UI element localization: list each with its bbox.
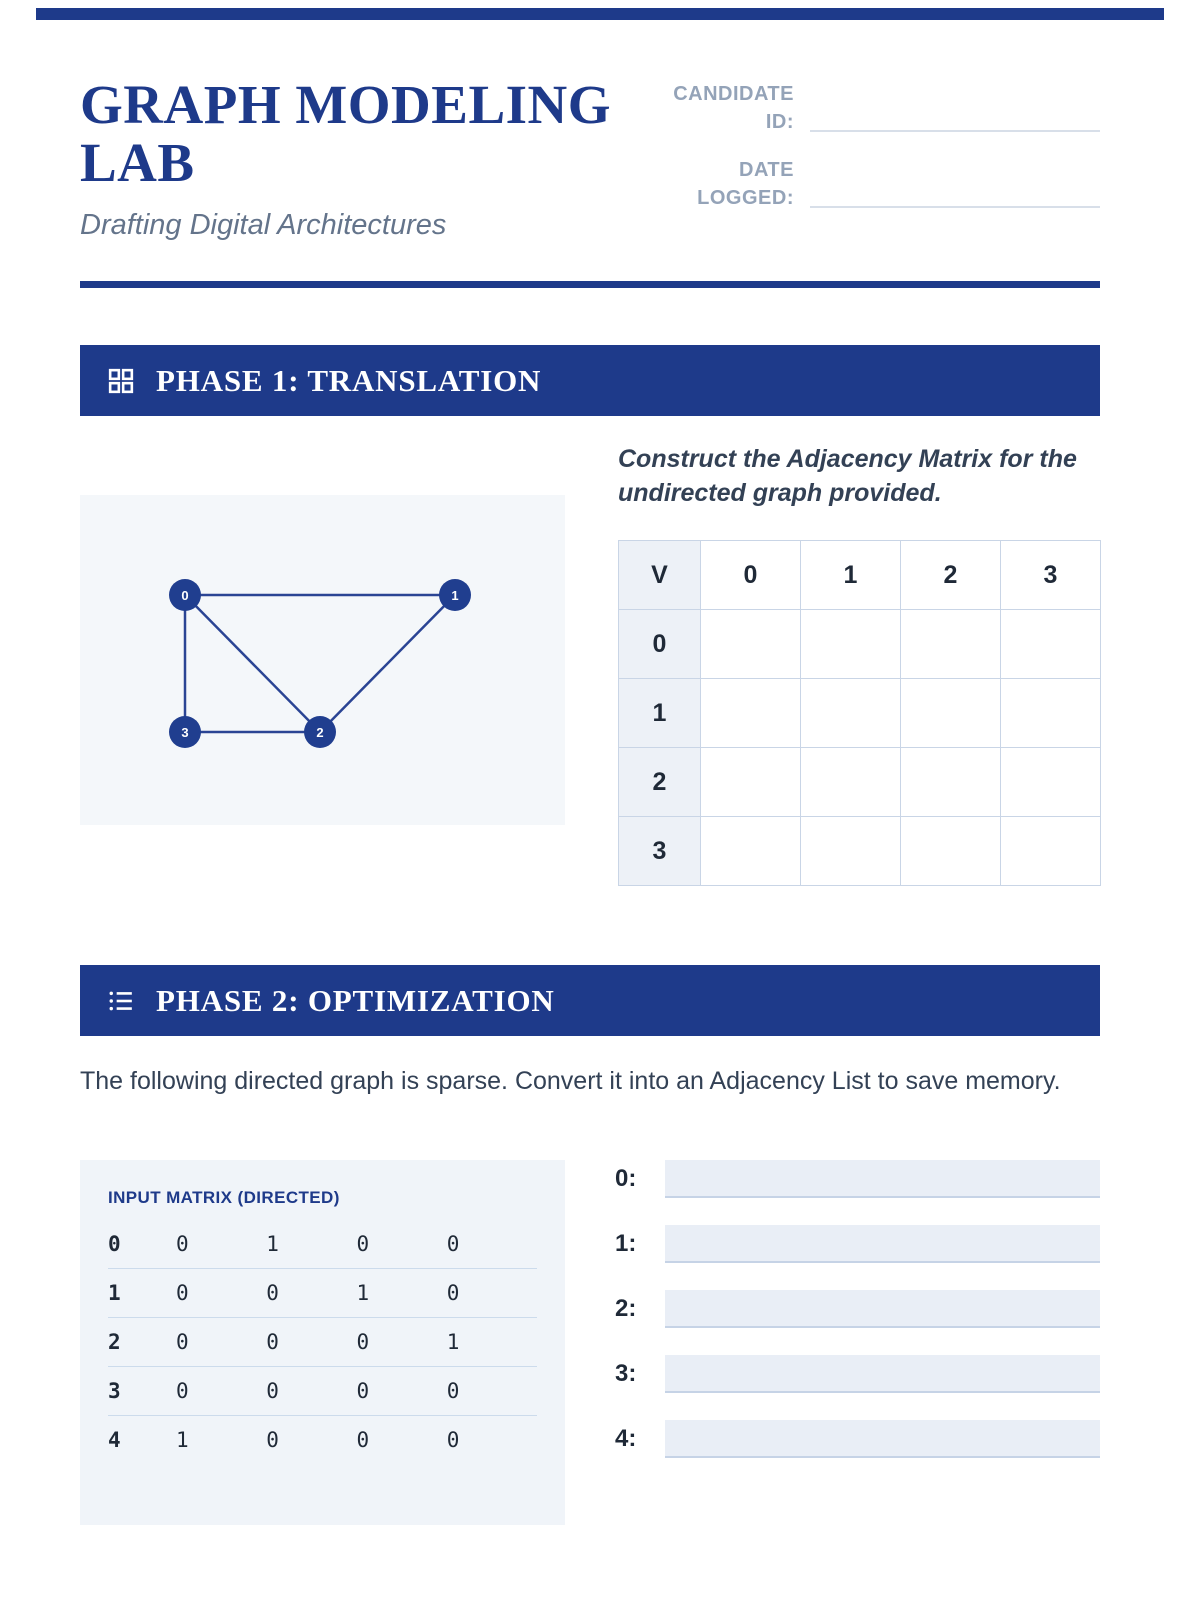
matrix-value: 0: [446, 1379, 460, 1403]
graph-panel: [80, 495, 565, 825]
phase2-instruction: The following directed graph is sparse. Convert it into an Adjacency List to save memory.: [80, 1067, 1061, 1095]
graph-node-3: [169, 716, 201, 748]
row-header: 0: [619, 610, 701, 679]
page-subtitle: Drafting Digital Architectures: [80, 208, 447, 241]
answer-field[interactable]: [665, 1160, 1100, 1198]
matrix-row: [108, 1367, 537, 1416]
node-label: 3: [181, 725, 189, 740]
matrix-value: 0: [356, 1232, 370, 1256]
matrix-cell[interactable]: [901, 817, 1001, 886]
table-row: [619, 748, 1101, 817]
answer-label: 2:: [615, 1295, 637, 1322]
matrix-row-label: 1: [108, 1281, 121, 1305]
node-label: 1: [451, 588, 459, 603]
col-header: 2: [901, 541, 1001, 610]
matrix-value: 1: [266, 1232, 279, 1256]
header-fields: [656, 80, 1100, 212]
matrix-value: 0: [176, 1330, 189, 1354]
candidate-id-field[interactable]: [810, 130, 1100, 132]
matrix-cell[interactable]: [701, 817, 801, 886]
matrix-cell[interactable]: [801, 610, 901, 679]
page-title: GRAPH MODELING LAB: [80, 74, 612, 194]
matrix-cell[interactable]: [901, 748, 1001, 817]
matrix-cell[interactable]: [801, 748, 901, 817]
graph-node-0: [169, 579, 201, 611]
answer-field[interactable]: [665, 1225, 1100, 1263]
matrix-row-label: 2: [108, 1330, 121, 1354]
row-header: 2: [619, 748, 701, 817]
graph-node-1: [439, 579, 471, 611]
answer-label: 1:: [615, 1230, 637, 1257]
matrix-row: [108, 1220, 537, 1269]
matrix-row: [108, 1416, 537, 1464]
node-label: 0: [181, 588, 189, 603]
matrix-value: 1: [446, 1330, 460, 1354]
matrix-row-label: 4: [108, 1428, 121, 1452]
top-accent-bar: [36, 8, 1164, 20]
undirected-graph: [80, 495, 565, 825]
matrix-value: 0: [266, 1330, 279, 1354]
answer-label: 4:: [615, 1425, 637, 1452]
row-header: 1: [619, 679, 701, 748]
answer-field[interactable]: [665, 1355, 1100, 1393]
answer-row: [615, 1420, 1100, 1458]
col-header: 0: [701, 541, 801, 610]
answer-row: [615, 1160, 1100, 1198]
candidate-id-row: [656, 80, 1100, 136]
matrix-value: 0: [356, 1428, 370, 1452]
list-icon: [108, 988, 134, 1014]
input-matrix-title: INPUT MATRIX (DIRECTED): [108, 1188, 340, 1207]
matrix-value: 0: [446, 1232, 460, 1256]
matrix-cell[interactable]: [901, 679, 1001, 748]
adjacency-list-answers: [615, 1160, 1100, 1485]
header: [80, 76, 660, 242]
graph-node-2: [304, 716, 336, 748]
adjacency-matrix-table: [618, 540, 1101, 886]
matrix-cell[interactable]: [1001, 679, 1101, 748]
matrix-row-label: 3: [108, 1379, 121, 1403]
grid-icon: [108, 368, 134, 394]
matrix-value: 0: [356, 1379, 370, 1403]
col-header: 1: [801, 541, 901, 610]
answer-label: 3:: [615, 1360, 637, 1387]
matrix-cell[interactable]: [901, 610, 1001, 679]
corner-header: V: [619, 541, 701, 610]
answer-label: 0:: [615, 1165, 637, 1192]
matrix-cell[interactable]: [801, 679, 901, 748]
matrix-cell[interactable]: [701, 748, 801, 817]
matrix-row: [108, 1269, 537, 1318]
answer-field[interactable]: [665, 1290, 1100, 1328]
matrix-value: 0: [266, 1379, 279, 1403]
matrix-cell[interactable]: [1001, 748, 1101, 817]
phase2-title: PHASE 2: OPTIMIZATION: [156, 982, 555, 1018]
matrix-cell[interactable]: [801, 817, 901, 886]
answer-row: [615, 1355, 1100, 1393]
matrix-cell[interactable]: [701, 679, 801, 748]
table-row: [619, 679, 1101, 748]
matrix-value: 0: [176, 1281, 189, 1305]
matrix-value: 0: [266, 1281, 279, 1305]
answer-field[interactable]: [665, 1420, 1100, 1458]
node-label: 2: [316, 725, 324, 740]
matrix-cell[interactable]: [1001, 817, 1101, 886]
matrix-value: 1: [356, 1281, 370, 1305]
candidate-id-label: CANDIDATE ID:: [673, 83, 794, 133]
matrix-row: [108, 1318, 537, 1367]
answer-row: [615, 1290, 1100, 1328]
date-logged-row: [656, 156, 1100, 212]
date-logged-field[interactable]: [810, 206, 1100, 208]
graph-edges: [185, 595, 455, 732]
table-row: [619, 610, 1101, 679]
matrix-value: 0: [176, 1232, 189, 1256]
matrix-value: 0: [176, 1379, 189, 1403]
matrix-row-label: 0: [108, 1232, 121, 1256]
phase1-instruction: Construct the Adjacency Matrix for the undirected graph provided.: [618, 445, 1077, 507]
matrix-value: 1: [176, 1428, 189, 1452]
matrix-cell[interactable]: [701, 610, 801, 679]
matrix-value: 0: [446, 1428, 460, 1452]
phase2-banner: [80, 965, 1100, 1036]
matrix-value: 0: [356, 1330, 370, 1354]
header-divider: [80, 281, 1100, 288]
answer-row: [615, 1225, 1100, 1263]
col-header: 3: [1001, 541, 1101, 610]
input-matrix-panel: [80, 1160, 565, 1525]
row-header: 3: [619, 817, 701, 886]
phase1-banner: [80, 345, 1100, 416]
matrix-value: 0: [446, 1281, 460, 1305]
phase1-title: PHASE 1: TRANSLATION: [156, 362, 542, 398]
date-logged-label: DATE LOGGED:: [697, 159, 794, 209]
table-header-row: [619, 541, 1101, 610]
matrix-value: 0: [266, 1428, 279, 1452]
table-row: [619, 817, 1101, 886]
matrix-cell[interactable]: [1001, 610, 1101, 679]
